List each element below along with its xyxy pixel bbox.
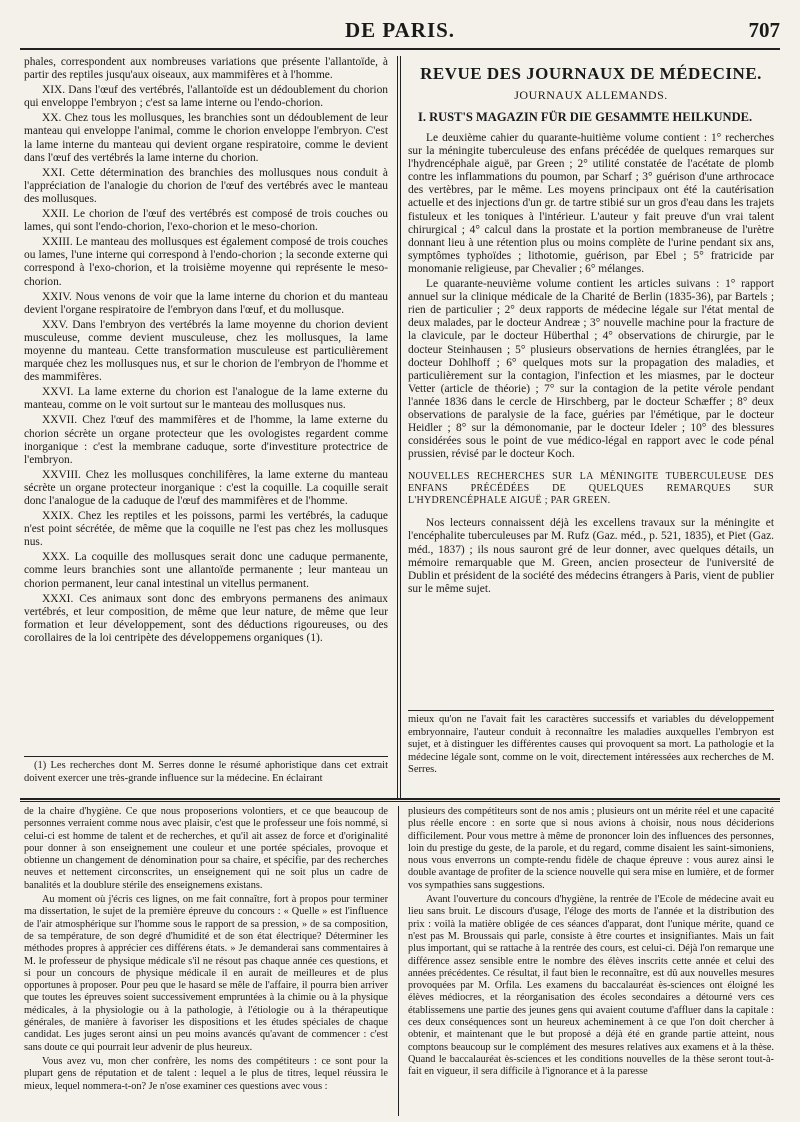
- feuilleton-rule: [20, 798, 780, 800]
- paragraph: phales, correspondent aux nombreuses variations que présente l'allantoïde, à partir des reptiles jusqu'aux oiseaux, aux mammifères et à l'homme.: [24, 56, 388, 82]
- revue-subtitle: JOURNAUX ALLEMANDS.: [514, 88, 668, 102]
- aphorisms-column: [24, 56, 388, 756]
- running-title: DE PARIS.: [344, 18, 456, 42]
- paragraph: XXI. Cette détermination des branchies des mollusques nous conduit à l'appréciation de l'analogie du chorion de l'œuf des vertébrés avec le manteau des mollusques.: [24, 166, 388, 205]
- footnote-continuation-text: mieux qu'on ne l'avait fait les caractères successifs et variables du développement embryonnaire, l'auteur conduit à reconnaître les maladies auxquelles l'embryon est sujet, et à distinguer les différentes causes qui provoquent sa mort. La pathologie et la médecine légale sont, comme on le voit, directement intéressées aux recherches de M. Serres.: [408, 714, 774, 775]
- footnote-rule: [24, 756, 388, 757]
- paragraph: XXIV. Nous venons de voir que la lame interne du chorion et du manteau devient l'organe respiratoire de l'embryon dans l'œuf, et du mollusque.: [24, 290, 388, 316]
- article-heading: NOUVELLES RECHERCHES SUR LA MÉNINGITE TUBERCULEUSE DES ENFANS PRÉCÉDÉES DE QUELQUES REMARQUES SUR L'HYDRENCÉPHALE AIGUË ; PAR GREEN.: [408, 471, 774, 507]
- paragraph: plusieurs des compétiteurs sont de nos amis ; plusieurs ont un mérite réel et une capacité plus réelle encore : en sorte que si nous avions à choisir, nous nous déciderions difficilement. Pour vous mettre à même de prononcer loin des influences des personnes, loin du prestige du geste, de la parole, et du regard, comme disaient les saint-simoniens, nous vous enverrons un compte-rendu fidèle de chaque épreuve : vous aurez ainsi le double avantage de profiter de la science nouvelle qui sera mise en lumière, et de former vos sympathies sans suggestions.: [408, 806, 774, 891]
- feuilleton-left-column: [24, 806, 388, 1116]
- page-number: 707: [748, 18, 780, 42]
- paragraph: XXIX. Chez les reptiles et les poissons, parmi les vertébrés, la caduque n'est point sécrétée, de même que la coquille ne l'est pas chez les mollusques nus.: [24, 510, 388, 549]
- paragraph: XXVI. La lame externe du chorion est l'analogue de la lame externe du manteau, comme on le voit surtout sur le manteau des mollusques nus.: [24, 386, 388, 412]
- feuilleton-rule: [20, 801, 780, 802]
- revue-title: REVUE DES JOURNAUX DE MÉDECINE.: [420, 64, 762, 83]
- paragraph: Le deuxième cahier du quarante-huitième volume contient : 1° recherches sur la méningite tuberculeuse des enfans précédée de quelques remarques sur l'hydrencéphale aiguë, par Green ; 2° utilité constatée de l'acétate de plomb contre les inflammations du poumon, par Scharf ; 3° guérison d'une arthrocace des vertèbres, par le même. Les moyens principaux ont été la cautérisation actuelle et des injections d'un gr. de tartre stibié sur un gros d'eau dans les trajets fistuleux et les toniques à l'intérieur. L'auteur y fait preuve d'un vrai talent chirurgical ; 4° calcul dans la prostate et la portion membraneuse de l'urètre donnant lieu à une rétention plus ou moins complète de l'urine pendant six ans, symptômes typhoïdes ; lithotomie, guérison, par Ebel ; 5° fratricide par monomanie religieuse, par Chevalier ; 6° mélanges.: [408, 132, 774, 275]
- paragraph: Vous avez vu, mon cher confrère, les noms des compétiteurs : ce sont pour la plupart gens de réputation et de talent : lequel a le plus de titres, lequel réussira le mieux, lequel nommera-t-on? Je n'ose examiner ces questions avec vous :: [24, 1055, 388, 1092]
- column-divider: [397, 56, 398, 798]
- paragraph: XX. Chez tous les mollusques, les branchies sont un dédoublement de leur manteau qui enveloppe l'animal, comme le chorion enveloppe l'embryon. C'est la lame interne du manteau qui devient organe respiratoire, comme le devient dans l'œuf des vertébrés la lame interne du chorion.: [24, 112, 388, 164]
- column-divider: [400, 56, 401, 798]
- section-heading: I. RUST'S MAGAZIN FÜR DIE GESAMMTE HEILKUNDE.: [418, 110, 753, 124]
- header-rule: [20, 48, 780, 50]
- paragraph: XXV. Dans l'embryon des vertébrés la lame moyenne du chorion devient musculeuse, comme devient musculeuse, chez les mollusques, la lame moyenne du manteau. Cette transformation musculeuse est particulièrement marquée chez les mollusques nus, et sur le chorion de l'embryon de l'homme et des mammifères.: [24, 318, 388, 384]
- paragraph: de la chaire d'hygiène. Ce que nous proposerions volontiers, et ce que beaucoup de personnes verraient comme nous avec plaisir, c'est que le professeur une fois nommé, si celui-ci est homme de talent et de recherches, et qu'il ait assez de force et d'originalité pour donner à son enseignement une couleur et une portée spéciales, provoque et obtienne un changement de dénomination pour sa chaire, et spécifie, par des recherches neuves et nettement circonscrites, un enseignement qui ne soit plus un cadre de banalités et la doublure stérile des enseignemens existans.: [24, 806, 388, 891]
- paragraph: XXII. Le chorion de l'œuf des vertébrés est composé de trois couches ou lames, qui sont l'endo-chorion, l'exo-chorion et le meso-chorion.: [24, 208, 388, 234]
- paragraph: Au moment où j'écris ces lignes, on me fait connaître, fort à propos pour terminer ma dissertation, le sujet de la première épreuve du concours : « Quelle » est l'influence de l'air atmosphérique sur l'homme sous le rapport de sa pression, » de sa composition, de sa température, de son degré d'humidité et de son état électrique? Déterminer les méthodes propres à apprécier ces différens états. » Je demanderai sans commentaires à M. le professeur de physique médicale s'il ne résout pas chaque année ces questions, et si pour un concours de physique médicale il en aurait de meilleures et de plus opportunes à proposer. Pour peu que le hasard se mêle de l'affaire, il pourra bien arriver que toutes les épreuves soient successivement empruntées à la chimie ou à la physique médicales, à la physiologie ou à la pathologie, à l'étiologie ou à la thérapeutique générales, de manière à favoriser les dispositions et les études spéciales de chaque candidat. Les juges seront ainsi un peu moins avancés qu'avant de commencer : c'est sans doute ce qui pourrait leur advenir de plus heureux.: [24, 894, 388, 1053]
- paragraph: XXXI. Ces animaux sont donc des embryons permanens des animaux vertébrés, et leur composition, de même que leur nature, de même que leur formation et leur développement, sont des déductions rigoureuses, ou des corollaires de la loi centripète des développemens organiques (1).: [24, 592, 388, 644]
- paragraph: XXIII. Le manteau des mollusques est également composé de trois couches ou lames, l'une interne qui correspond à l'endo-chorion ; la seconde externe qui correspond à l'exo-chorion, et la troisième moyenne qui représente le meso-chorion.: [24, 236, 388, 288]
- revue-column: [408, 56, 774, 716]
- paragraph: XXVII. Chez l'œuf des mammifères et de l'homme, la lame externe du chorion sécrète un organe protecteur que les ovologistes regardent comme inorganique : c'est la membrane caduque, sorte d'investiture protectrice de l'embryon.: [24, 414, 388, 466]
- paragraph: XXX. La coquille des mollusques serait donc une caduque permanente, comme leurs branchies sont une allantoïde permanente ; leur manteau un chorion permanent, leur canal intestinal un vitellus permanent.: [24, 551, 388, 590]
- paragraph: XIX. Dans l'œuf des vertébrés, l'allantoïde est un dédoublement du chorion qui enveloppe l'embryon ; c'est sa lame interne ou l'endo-chorion.: [24, 84, 388, 110]
- feuilleton-right-column: [408, 806, 774, 1116]
- paragraph: Nos lecteurs connaissent déjà les excellens travaux sur la méningite et l'encéphalite tuberculeuses par M. Rufz (Gaz. méd., p. 521, 1835), et Piet (Gaz. méd., 1837) ; ils nous sauront gré de leur donner, avec quelques détails, un mémoire remarquable que M. Green, ancien prosecteur de l'université de Dublin et président de la société des médecins étrangers à Paris, vient de publier sur le même sujet.: [408, 517, 774, 595]
- footnote-continuation: [408, 714, 774, 777]
- page-header: [20, 14, 780, 46]
- continuation-rule: [408, 710, 774, 711]
- paragraph: Avant l'ouverture du concours d'hygiène, la rentrée de l'Ecole de médecine avait eu lieu sans bruit. Le discours d'usage, l'éloge des morts de l'année et la distribution des prix : voilà la matière obligée de ces séances d'apparat, dont l'unique mérite, quand ce n'est pas M. Broussais qui parle, consiste à être courtes et insignifiantes. Mais un fait plus important, qui se rattache à la rentrée des cours, est celui-ci. Déjà l'on remarque une différence assez sensible entre le nombre des élèves inscrits cette année et celui des années précédentes. Ce résultat, il faut bien le reconnaître, est dû aux nouvelles mesures provoquées par M. Orfila. Les examens du baccalauréat ès-sciences ont éloigné les élèves médiocres, et la réorganisation des écoles secondaires a détourné vers ces établissemens une partie des jeunes gens qui avaient coutume d'affluer dans la capitale : ces deux conséquences sont un heureux acheminement à ce que l'on doit chercher à obtenir, et maintenant que le but proposé a déjà été en grande partie atteint, nous comptons beaucoup sur le complément des mesures relatives aux examens et à la thèse. Quand le baccalauréat ès-sciences et les conditions nouvelles de la thèse seront tout-à-fait en vigueur, il sera difficile à l'ignorance et à la paresse: [408, 894, 774, 1078]
- footnote-text: (1) Les recherches dont M. Serres donne le résumé aphoristique dans cet extrait doivent exercer une très-grande influence sur la médecine. En éclairant: [24, 760, 388, 784]
- column-divider: [398, 806, 399, 1116]
- paragraph: XXVIII. Chez les mollusques conchilifères, la lame externe du manteau sécrète un organe protecteur inorganique : c'est la coquille. La coquille serait donc l'analogue de la caduque de l'œuf des mammifères et de l'homme.: [24, 468, 388, 507]
- paragraph: Le quarante-neuvième volume contient les articles suivans : 1° rapport annuel sur la clinique médicale de la Charité de Berlin (1835-36), par Bartels ; rien de particulier ; 2° deux rapports de médecine légale sur l'état mental de deux malades, par le docteur Andreæ ; 3° nouvelle machine pour la fracture de la clavicule, par le docteur Hüberthal ; 4° observations de chirurgie, par le docteur Steinhausen ; 5° plusieurs observations de hernies étranglées, par le docteur Dohlhoff ; 6° quelques mots sur la propagation des maladies, et particulièrement sur la contagion, l'infection et les miasmes, par le docteur Vetter (article de théorie) ; 7° sur la contagion de la petite vérole pendant l'année 1836 dans le cercle de Hirschberg, par le docteur Schæffer ; 8° deux observations de paralysie de la face, guéries par l'émétique, par le docteur Heidler ; 8° sur la démonomanie, par le docteur Ideler ; 10° des blessures considérées sous le point de vue médico-légal en rapport avec le code pénal prussien, révisé par le docteur Koch.: [408, 278, 774, 461]
- footnote: [24, 760, 388, 785]
